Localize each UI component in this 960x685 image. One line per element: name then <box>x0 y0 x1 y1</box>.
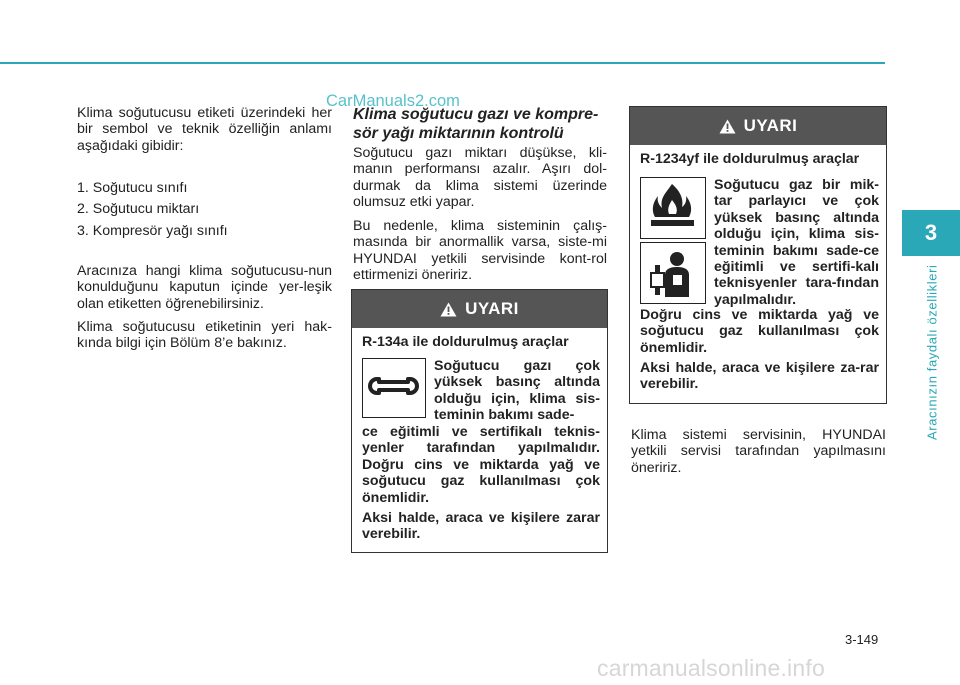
footer-watermark: carmanualsonline.info <box>597 655 825 681</box>
warning-header <box>352 290 607 328</box>
section-heading: Klima soğutucu gazı ve kompre-sör yağı miktarının kontrolü <box>353 106 599 142</box>
warning-title: UYARI <box>465 299 519 318</box>
flame-icon <box>640 177 706 239</box>
list-item: 2. Soğutucu miktarı <box>77 201 200 217</box>
watermark-top: CarManuals2.com <box>326 92 460 110</box>
warning-text: Aksi halde, araca ve kişilere za-rar verebilir. <box>640 360 879 393</box>
list-item: 3. Kompresör yağı sınıfı <box>77 223 228 239</box>
warning-text: Soğutucu gazı çok yüksek basınç altında olduğu için, klima sis-teminin bakımı sade- <box>434 358 600 424</box>
intro-paragraph: Klima soğutucusu etiketi üzerindeki her bir sembol ve teknik özelliğin anlamı aşağıdaki gibidir: <box>77 105 332 154</box>
technician-icon <box>640 242 706 304</box>
paragraph: Klima soğutucusu etiketinin yeri hak-kında bilgi için Bölüm 8’e bakınız. <box>77 319 332 352</box>
chapter-tab: 3 <box>902 210 960 256</box>
paragraph: Soğutucu gazı miktarı düşükse, kli-manın performansı azalır. Aşırı dol-durmak da klima sistemi üzerinde olumsuz etki yapar. <box>353 145 607 211</box>
warning-triangle-icon <box>719 119 736 134</box>
warning-subtitle: R-1234yf ile doldurulmuş araçlar <box>640 151 860 167</box>
warning-text: Soğutucu gaz bir mik-tar parlayıcı ve çok yüksek basınç altında olduğu için, klima sis-teminin bakımı sade-ce eğitimli ve sertifi-kalı teknisyenler tara-fından yapılmalıdır. <box>714 177 879 308</box>
warning-subtitle: R-134a ile doldurulmuş araçlar <box>362 334 569 350</box>
warning-header <box>630 107 886 145</box>
warning-box-r134a <box>351 289 608 553</box>
warning-title: UYARI <box>743 116 798 135</box>
warning-text: Doğru cins ve miktarda yağ ve soğutucu gaz kullanılması çok önemlidir. <box>640 307 879 356</box>
paragraph: Klima sistemi servisinin, HYUNDAI yetkili servisi tarafından yapılmasını öneririz. <box>631 427 886 476</box>
warning-text: Aksi halde, araca ve kişilere zarar verebilir. <box>362 510 600 543</box>
paragraph: Bu nedenle, klima sisteminin çalış-masında bir anormallik varsa, siste-mi HYUNDAI yetkili servisinde kont-rol ettirmenizi öneririz. <box>353 218 607 284</box>
warning-text: ce eğitimli ve sertifikalı teknis-yenler tarafından yapılmalıdır. Doğru cins ve miktarda yağ ve soğutucu gaz kullanılması çok önemlidir. <box>362 424 600 506</box>
list-item: 1. Soğutucu sınıfı <box>77 180 188 196</box>
wrench-icon <box>362 358 426 418</box>
top-divider <box>0 62 885 64</box>
page-number: 3-149 <box>845 632 879 647</box>
paragraph: Aracınıza hangi klima soğutucusu-nun konulduğunu kaputun içinde yer-leşik olan etiketten öğrenebilirsiniz. <box>77 263 332 312</box>
warning-triangle-icon <box>440 302 457 317</box>
warning-box-r1234yf <box>629 106 887 404</box>
chapter-label: Aracınızın faydalı özellikleri <box>924 264 940 440</box>
